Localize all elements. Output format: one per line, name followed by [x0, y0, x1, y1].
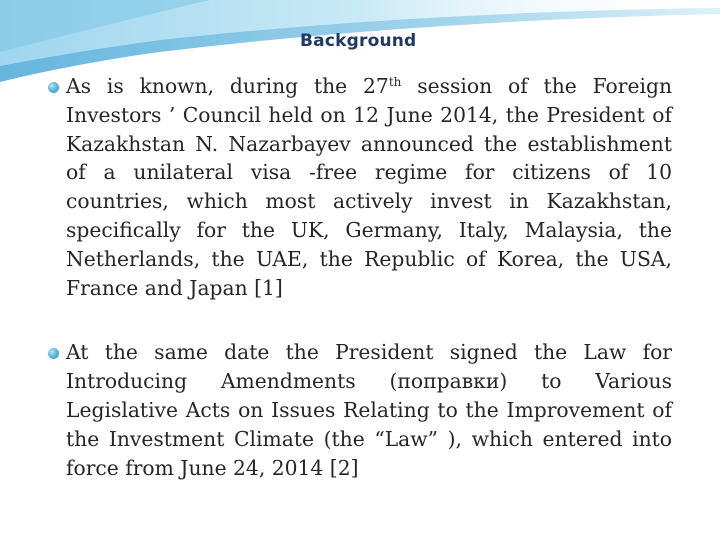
superscript: th [388, 75, 402, 89]
bullet-item [46, 72, 672, 302]
bullet-dot-icon [48, 348, 59, 359]
bullet-text-part: As is known, during the 27 [66, 74, 389, 98]
bullet-text [66, 72, 672, 302]
bullet-text: At the same date the President signed the Law for Introducing Amendments (поправки) to Various Legislative Acts on Issues Relating to the Improvement of the Investment Climate (the “Law” ), which entered into force from June 24, 2014 [2] [66, 340, 672, 480]
bullet-list [46, 72, 672, 518]
bullet-item [46, 338, 672, 482]
slide-title: Background [300, 31, 417, 51]
bullet-dot-icon [48, 82, 59, 93]
bullet-text-part: session of the Foreign Investors ’ Council held on 12 June 2014, the President of Kazakhstan N. Nazarbayev announced the establishment of a unilateral visa -free regime for citizens of 10 countries, which most actively invest in Kazakhstan, specifically for the UK, Germany, Italy, Malaysia, the Netherlands, the UAE, the Republic of Korea, the USA, France and Japan [1] [66, 74, 673, 300]
